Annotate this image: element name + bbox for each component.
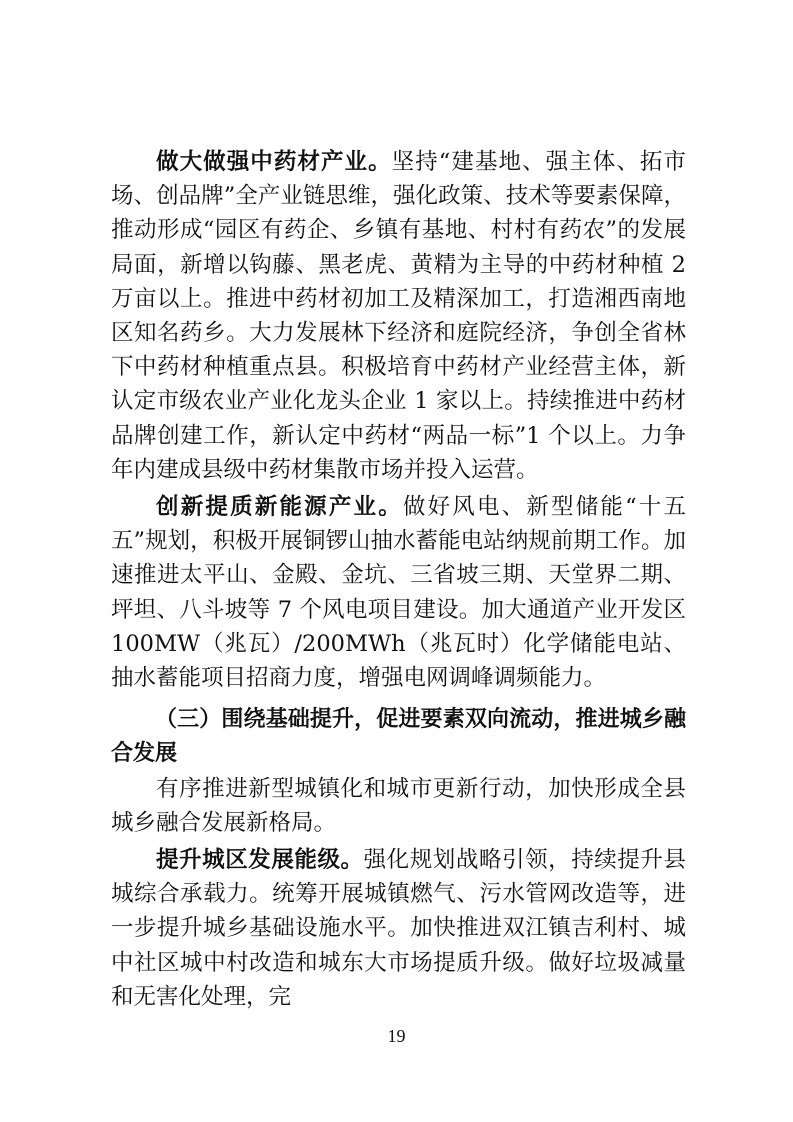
section-heading: （三）围绕基础提升，促进要素双向流动，推进城乡融合发展	[111, 707, 686, 767]
paragraph-herbal-medicine	[111, 145, 686, 487]
body-text	[111, 145, 686, 1014]
paragraph-body: 坚持“建基地、强主体、拓市场、创品牌”全产业链思维，强化政策、技术等要素保障，推动形成“园区有药企、乡镇有基地、村村有药农”的发展局面，新增以钩藤、黑老虎、黄精为主导的中药材种植 2 万亩以上。推进中药材初加工及精深加工，打造湘西南地区知名药乡。大力发展林下经济和庭院经济，争创全省林下中药材种植重点县。积极培育中药材产业经营主体，新认定市级农业产业化龙头企业 1 家以上。持续推进中药材品牌创建工作，新认定中药材“两品一标”1 个以上。力争年内建成县级中药材集散市场并投入运营。	[111, 149, 686, 483]
paragraph-urban-level	[111, 843, 686, 1014]
paragraph-lead: 做大做强中药材产业。	[156, 149, 392, 175]
paragraph-lead: 创新提质新能源产业。	[156, 494, 403, 521]
paragraph-new-energy	[111, 490, 686, 695]
paragraph-body: 做好风电、新型储能“十五五”规划，积极开展铜锣山抽水蓄能电站纳规前期工作。加速推进太平山、金殿、金坑、三省坡三期、天堂界二期、坪坦、八斗坡等 7 个风电项目建设。加大通道产业开发区 100MW（兆瓦）/200MWh（兆瓦时）化学储能电站、抽水蓄能项目招商力度，增强电网调峰调频能力。	[111, 494, 686, 692]
section-intro: 有序推进新型城镇化和城市更新行动，加快形成全县城乡融合发展新格局。	[111, 775, 686, 836]
paragraph-body: 强化规划战略引领，持续提升县城综合承载力。统筹开展城镇燃气、污水管网改造等，进一步提升城乡基础设施水平。加快推进双江镇吉利村、城中社区城中村改造和城东大市场提质升级。做好垃圾减量和无害化处理，完	[111, 847, 686, 1010]
page-number: 19	[387, 1026, 406, 1046]
paragraph-lead: 提升城区发展能级。	[156, 847, 364, 874]
